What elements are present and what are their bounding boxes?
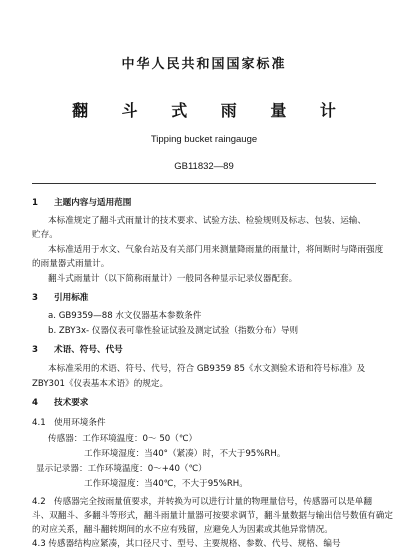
section-heading: 1 主题内容与适用范围: [32, 198, 132, 208]
section-heading: 4 技术要求: [32, 398, 89, 408]
standard-code: GB11832—89: [174, 161, 234, 172]
paragraph-line: 的对应关系，翻斗翻转期间的水不应有残留，应避免人为因素或其他异常情况。: [32, 525, 333, 535]
paragraph-line: 4.3 传感器结构应紧凑，其口径尺寸、型号、主要规格、参数、代号、规格、编号: [32, 539, 341, 549]
spec-line: 显示记录器：工作环境温度：0～+40（℃）: [36, 464, 207, 474]
subsection-heading: 4.1 使用环境条件: [32, 418, 106, 428]
paragraph-line: 4.2 传感器完全按雨量值要求，并转换为可以进行计量的物理量信号，传感器可以是单翻: [32, 497, 372, 507]
spec-line: 传感器：工作环境温度：0～ 50（℃）: [48, 434, 198, 444]
document-title-english: Tipping bucket raingauge: [150, 134, 258, 145]
spec-line: 工作环境湿度：当40°（紧凑）时，不大于95%RH。: [84, 449, 286, 459]
paragraph-line: 斗、双翻斗、多翻斗等形式，翻斗雨量计量器可按要求调节，翻斗量数据与输出信号数值有确定: [32, 511, 393, 521]
paragraph-line: 翻斗式雨量计（以下简称雨量计）一般同各种显示记录仪器配套。: [48, 274, 298, 284]
section-heading: 3 术语、符号、代号: [32, 345, 123, 355]
standard-header: 中华人民共和国国家标准: [121, 57, 287, 72]
paragraph-line: ZBY301《仪表基本术语》的规定。: [32, 379, 169, 389]
paragraph-line: 本标准采用的术语、符号、代号，符合 GB9359 85《水文测验术语和符号标准》及: [48, 364, 366, 374]
reference-item: a. GB9359—88 水文仪器基本参数条件: [48, 311, 202, 321]
spec-line: 工作环境湿度：当40℃，不大于95%RH。: [84, 479, 248, 489]
paragraph-line: 贮存。: [32, 230, 58, 240]
section-heading: 3 引用标准: [32, 293, 89, 303]
paragraph-line: 的雨量器式雨量计。: [32, 259, 110, 269]
document-title: 翻 斗 式 雨 量 计: [72, 101, 350, 120]
reference-item: b. ZBY3x- 仪器仪表可靠性验证试验及测定试验（指数分布）导则: [48, 326, 299, 336]
paragraph-line: 本标准规定了翻斗式雨量计的技术要求、试验方法、检验规则及标志、包装、运输、: [48, 216, 366, 226]
header-divider: [32, 183, 376, 184]
paragraph-line: 本标准适用于水文、气象台站及有关部门用来测量降雨量的雨量计，将间断时与降雨强度: [48, 245, 384, 255]
